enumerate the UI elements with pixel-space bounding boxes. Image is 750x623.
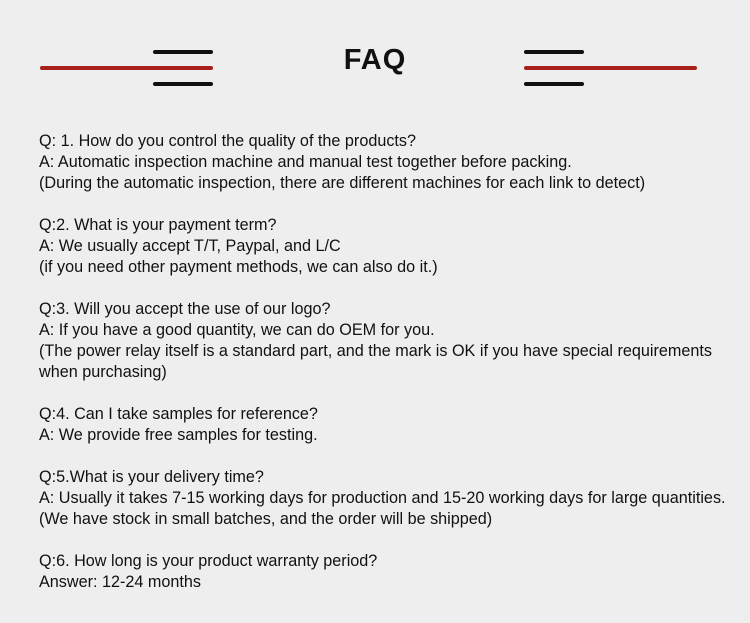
right-red-bar — [524, 66, 697, 70]
faq-list — [39, 131, 729, 614]
faq-note: (if you need other payment methods, we can also do it.) — [39, 258, 438, 276]
faq-question: Q:5.What is your delivery time? — [39, 468, 264, 486]
faq-question: Q: 1. How do you control the quality of the products? — [39, 132, 417, 150]
faq-item-5 — [39, 467, 729, 530]
right-top-black-bar — [524, 50, 584, 54]
faq-answer: Answer: 12-24 months — [39, 573, 201, 591]
faq-answer: A: We usually accept T/T, Paypal, and L/C — [39, 237, 341, 255]
faq-answer: A: Usually it takes 7-15 working days for production and 15-20 working days for large quantities. (We have stock in small batches, and the order will be shipped) — [39, 489, 726, 528]
faq-answer: A: We provide free samples for testing. — [39, 426, 318, 444]
faq-question: Q:3. Will you accept the use of our logo? — [39, 300, 331, 318]
faq-item-1 — [39, 131, 729, 194]
faq-note: (During the automatic inspection, there are different machines for each link to detect) — [39, 174, 646, 192]
faq-item-3 — [39, 299, 729, 383]
right-decoration — [524, 48, 699, 88]
faq-question: Q:2. What is your payment term? — [39, 216, 277, 234]
right-bottom-black-bar — [524, 82, 584, 86]
faq-item-2 — [39, 215, 729, 278]
faq-answer: A: If you have a good quantity, we can do OEM for you. — [39, 321, 435, 339]
left-bottom-black-bar — [153, 82, 213, 86]
faq-answer: A: Automatic inspection machine and manual test together before packing. — [39, 153, 572, 171]
faq-header — [0, 0, 750, 110]
faq-question: Q:6. How long is your product warranty period? — [39, 552, 378, 570]
page-title: FAQ — [343, 44, 407, 76]
faq-item-4 — [39, 404, 729, 446]
faq-item-6 — [39, 551, 729, 593]
faq-question: Q:4. Can I take samples for reference? — [39, 405, 318, 423]
faq-note: (The power relay itself is a standard part, and the mark is OK if you have special requirements when purchasing) — [39, 342, 712, 381]
